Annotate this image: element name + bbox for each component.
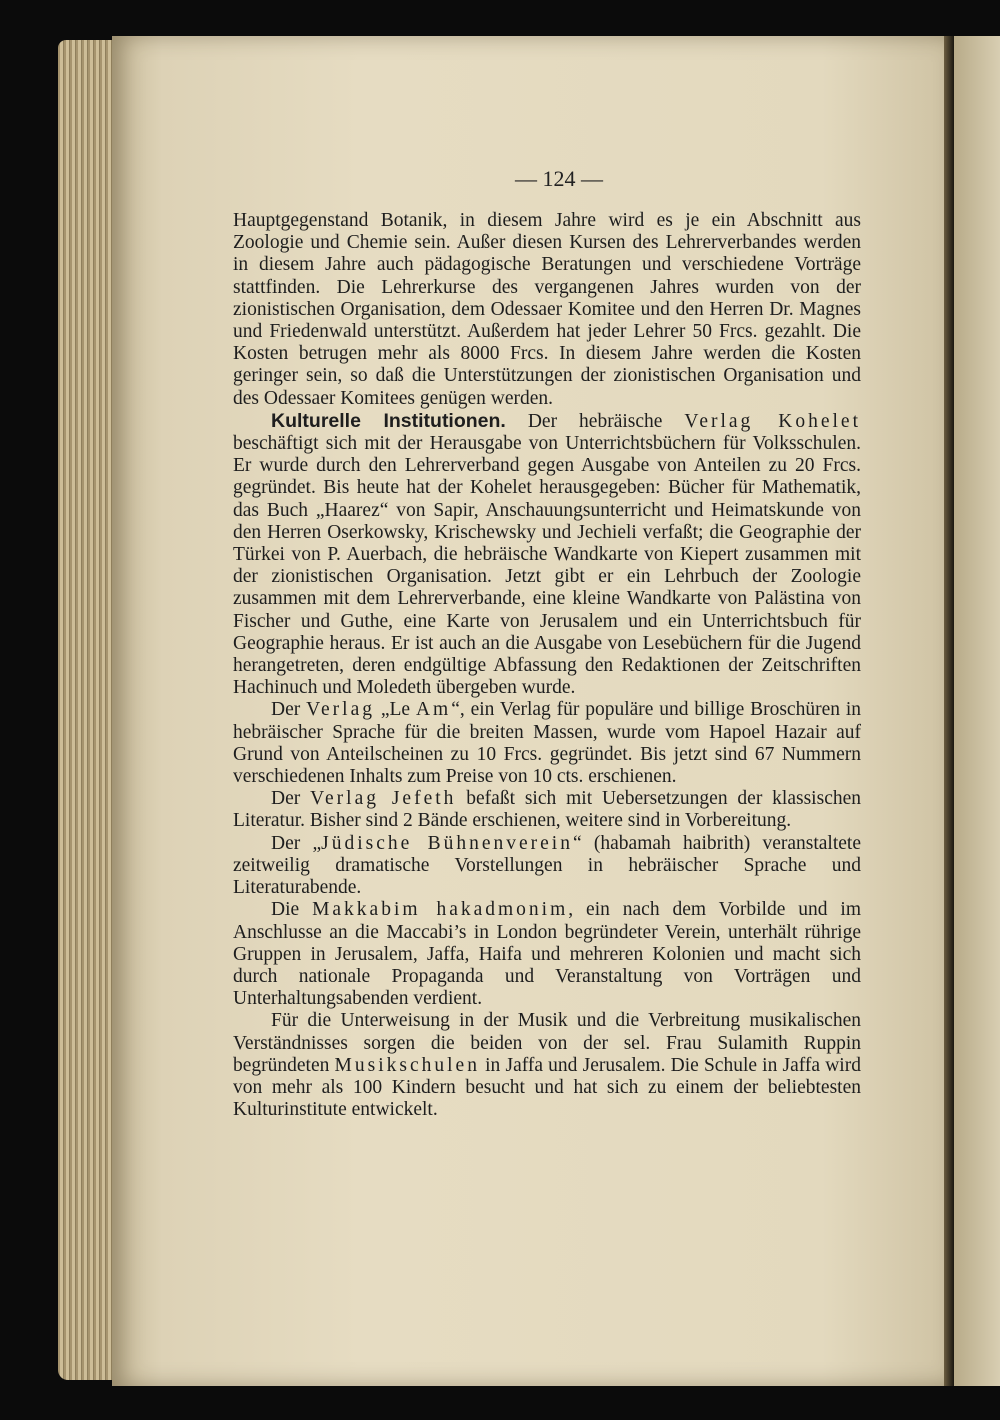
text-segment: “ (habamah haibrith) veranstaltete zeitweilig dramatische Vorstellungen in hebräischer Sprache und Literaturabende. [233, 832, 861, 899]
text-segment: , ein nach dem Vorbilde und im Anschlusse an die Maccabi’s in London begründeter Verein, unterhält rührige Gruppen in Jerusalem, Jaffa, Haifa und mehreren Kolonien und macht sich durch nationale Propaganda und Veranstaltung von Vorträgen und Unterhaltungsabenden verdient. [233, 899, 861, 1010]
gutter [944, 36, 954, 1386]
paragraph [233, 410, 861, 700]
text-segment: in Jaffa und Jerusalem. Die Schule in Jaffa wird von mehr als 100 Kindern besucht und hat sich zu einem der beliebtesten Kulturinstitute entwickelt. [233, 1054, 861, 1121]
spaced-term: Verlag Kohelet [684, 410, 862, 432]
spaced-term: Am [415, 699, 452, 721]
text-segment: Der [271, 699, 307, 721]
paragraph [233, 1010, 861, 1121]
spaced-term: Verlag Jefeth [310, 788, 457, 810]
text-segment: beschäftigt sich mit der Herausgabe von Unterrichtsbüchern für Volksschulen. Er wurde durch den Lehrerverband gegen Ausgabe von Anteilen zu 20 Frcs. gegründet. Bis heute hat der Kohelet herausgegeben: Bücher für Mathematik, das Buch „Haarez“ von Sapir, Anschauungsunterricht und Heimatskunde von den Herren Oserkowsky, Krischewsky und Jechieli verfaßt; die Geographie der Türkei von P. Auerbach, die hebräische Wandkarte von Kiepert zusammen mit der zionistischen Organisation. Jetzt gibt er ein Lehrbuch der Zoologie zusammen mit dem Lehrerverbande, eine kleine Wandkarte von Palästina von Fischer und Guthe, eine Karte von Jerusalem und ein Unterrichtsbuch für Geographie heraus. Er ist auch an die Ausgabe von Lesebüchern für die Jugend herangetreten, deren endgültige Abfassung den Redaktionen der Zeitschriften Hachinuch und Moledeth übergeben wurde. [233, 433, 861, 699]
spaced-term: Verlag [306, 699, 375, 721]
paragraph [233, 788, 861, 832]
paragraph [233, 210, 861, 410]
paragraph [233, 699, 861, 788]
spaced-term: Musikschulen [334, 1054, 480, 1076]
next-page-edge [954, 36, 1000, 1386]
text-segment: Für die Unterweisung in der Musik und die Verbreitung musikalischen Verständnisses sorgen die beiden von der sel. Frau Sulamith Ruppin begründeten [233, 1010, 861, 1076]
body-text [233, 210, 861, 1121]
text-segment: Der [271, 788, 311, 810]
text-segment: „Le [375, 699, 416, 721]
text-segment: “, ein Verlag für populäre und billige Broschüren in hebräischer Sprache für die breiten Massen, wurde vom Hapoel Hazair auf Grund von Anteilscheinen zu 10 Frcs. gegründet. Bis jetzt sind 67 Nummern verschiedenen Inhalts zum Preise von 10 cts. erschienen. [233, 699, 861, 788]
paragraph [233, 833, 861, 900]
section-heading: Kulturelle Institutionen. [271, 409, 506, 432]
text-segment: Hauptgegenstand Botanik, in diesem Jahre wird es je ein Abschnitt aus Zoologie und Chemie sein. Außer diesen Kursen des Lehrerverbandes werden in diesem Jahre auch pädagogische Beratungen und verschiedene Vorträge stattfinden. Die Lehrerkurse des vergangenen Jahres wurden von der zionistischen Organisation, dem Odessaer Komitee und den Herren Dr. Magnes und Friedenwald unterstützt. Außerdem hat jeder Lehrer 50 Frcs. gezahlt. Die Kosten betrugen mehr als 8000 Frcs. In diesem Jahre werden die Kosten geringer sein, so daß die Unterstützungen der zionistischen Organisation und des Odessaer Komitees genügen werden. [233, 210, 861, 409]
text-segment: befaßt sich mit Uebersetzungen der klassischen Literatur. Bisher sind 2 Bände erschienen, weitere sind in Vorbereitung. [233, 788, 861, 832]
spaced-term: Jüdische Bühnenverein [321, 832, 573, 854]
text-segment: Die [271, 899, 313, 921]
paragraph [233, 899, 861, 1010]
text-segment: Der hebräische [505, 410, 685, 432]
spaced-term: Makkabim hakadmonim [312, 899, 569, 921]
text-segment: Der „ [271, 832, 322, 854]
page-number: — 124 — [515, 166, 603, 191]
